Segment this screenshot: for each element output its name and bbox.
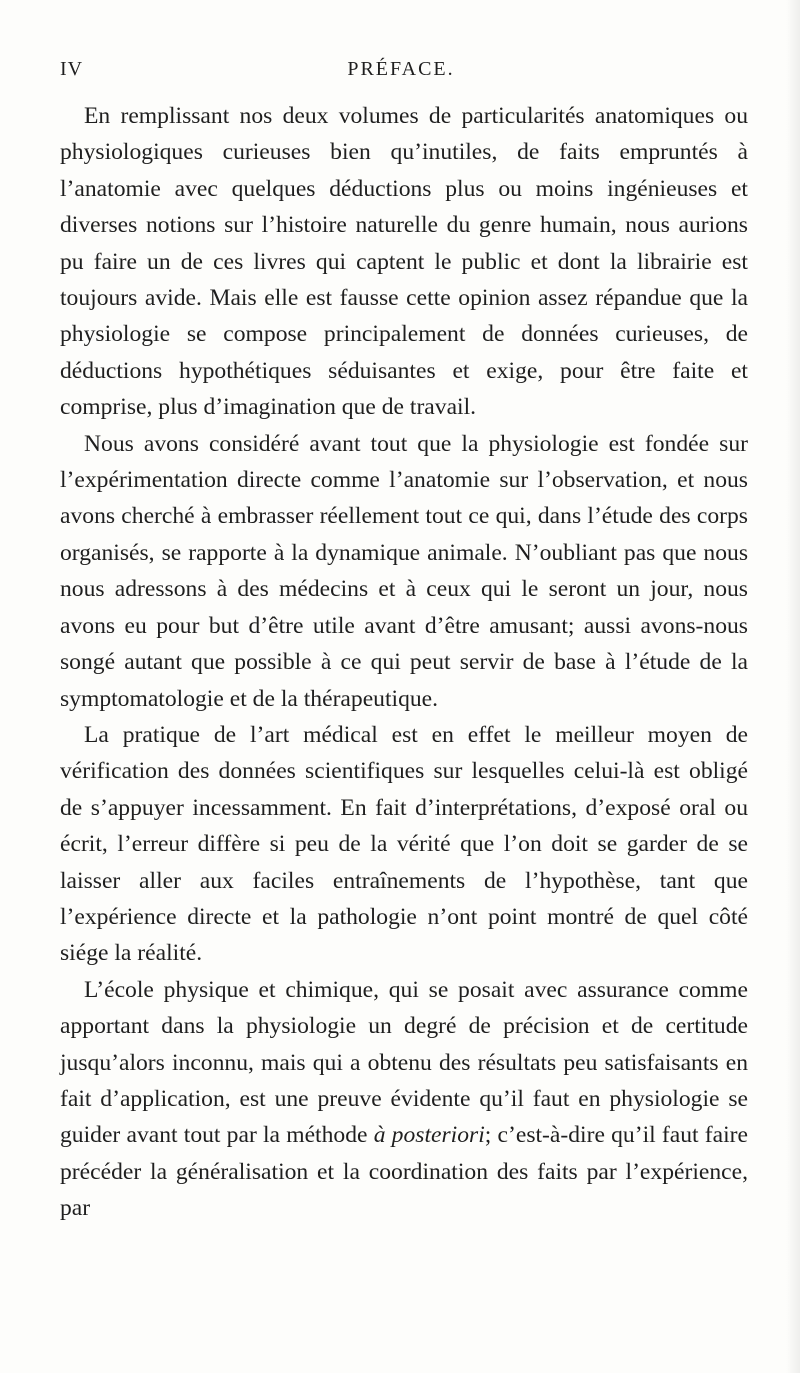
paragraph-4-text-end: ; c’est-à-dire qu’il faut faire précéder la généralisation et la coordination des faits par l’expérience, par: [60, 1122, 748, 1222]
page-header: [60, 58, 742, 88]
paragraph-3: La pratique de l’art médical est en effet le meilleur moyen de vérification des données scientifiques sur lesquelles celui-là est obligé de s’appuyer incessamment. En fait d’interprétations, d’exposé oral ou écrit, l’erreur diffère si peu de la vérité que l’on doit se garder de se laisser aller aux faciles entraînements de l’hypothèse, tant que l’expérience directe et la pathologie n’ont point montré de quel côté siége la réalité.: [60, 721, 748, 967]
italic-phrase: à posteriori: [373, 1122, 485, 1149]
paragraph-4: [60, 972, 748, 1227]
paragraph-4-text-start: L’école physique et chimique, qui se posait avec assurance comme apportant dans la physiologie un degré de précision et de certitude jusqu’alors inconnu, mais qui a obtenu des résultats peu satisfaisants en fait d’application, est une preuve évidente qu’il faut en physiologie se guider avant tout par la méthode: [60, 976, 748, 1149]
running-title: PRÉFACE.: [347, 58, 455, 80]
page-number: IV: [60, 58, 84, 80]
paragraph-2: Nous avons considéré avant tout que la physiologie est fondée sur l’expérimentation directe comme l’anatomie sur l’observation, et nous avons cherché à embrasser réellement tout ce qui, dans l’étude des corps organisés, se rapporte à la dynamique animale. N’oubliant pas que nous nous adressons à des médecins et à ceux qui le seront un jour, nous avons eu pour but d’être utile avant d’être amusant; aussi avons-nous songé autant que possible à ce qui peut servir de base à l’étude de la symptomatologie et de la thérapeutique.: [60, 430, 748, 712]
paragraph-1: En remplissant nos deux volumes de particularités anatomiques ou physiologiques curieuses bien qu’inutiles, de faits empruntés à l’anatomie avec quelques déductions plus ou moins ingénieuses et diverses notions sur l’histoire naturelle du genre humain, nous aurions pu faire un de ces livres qui captent le public et dont la librairie est toujours avide. Mais elle est fausse cette opinion assez répandue que la physiologie se compose principalement de données curieuses, de déductions hypothétiques séduisantes et exige, pour être faite et comprise, plus d’imagination que de travail.: [60, 103, 748, 421]
page-edge-shadow: [786, 0, 800, 1373]
body-text: [60, 98, 748, 1227]
